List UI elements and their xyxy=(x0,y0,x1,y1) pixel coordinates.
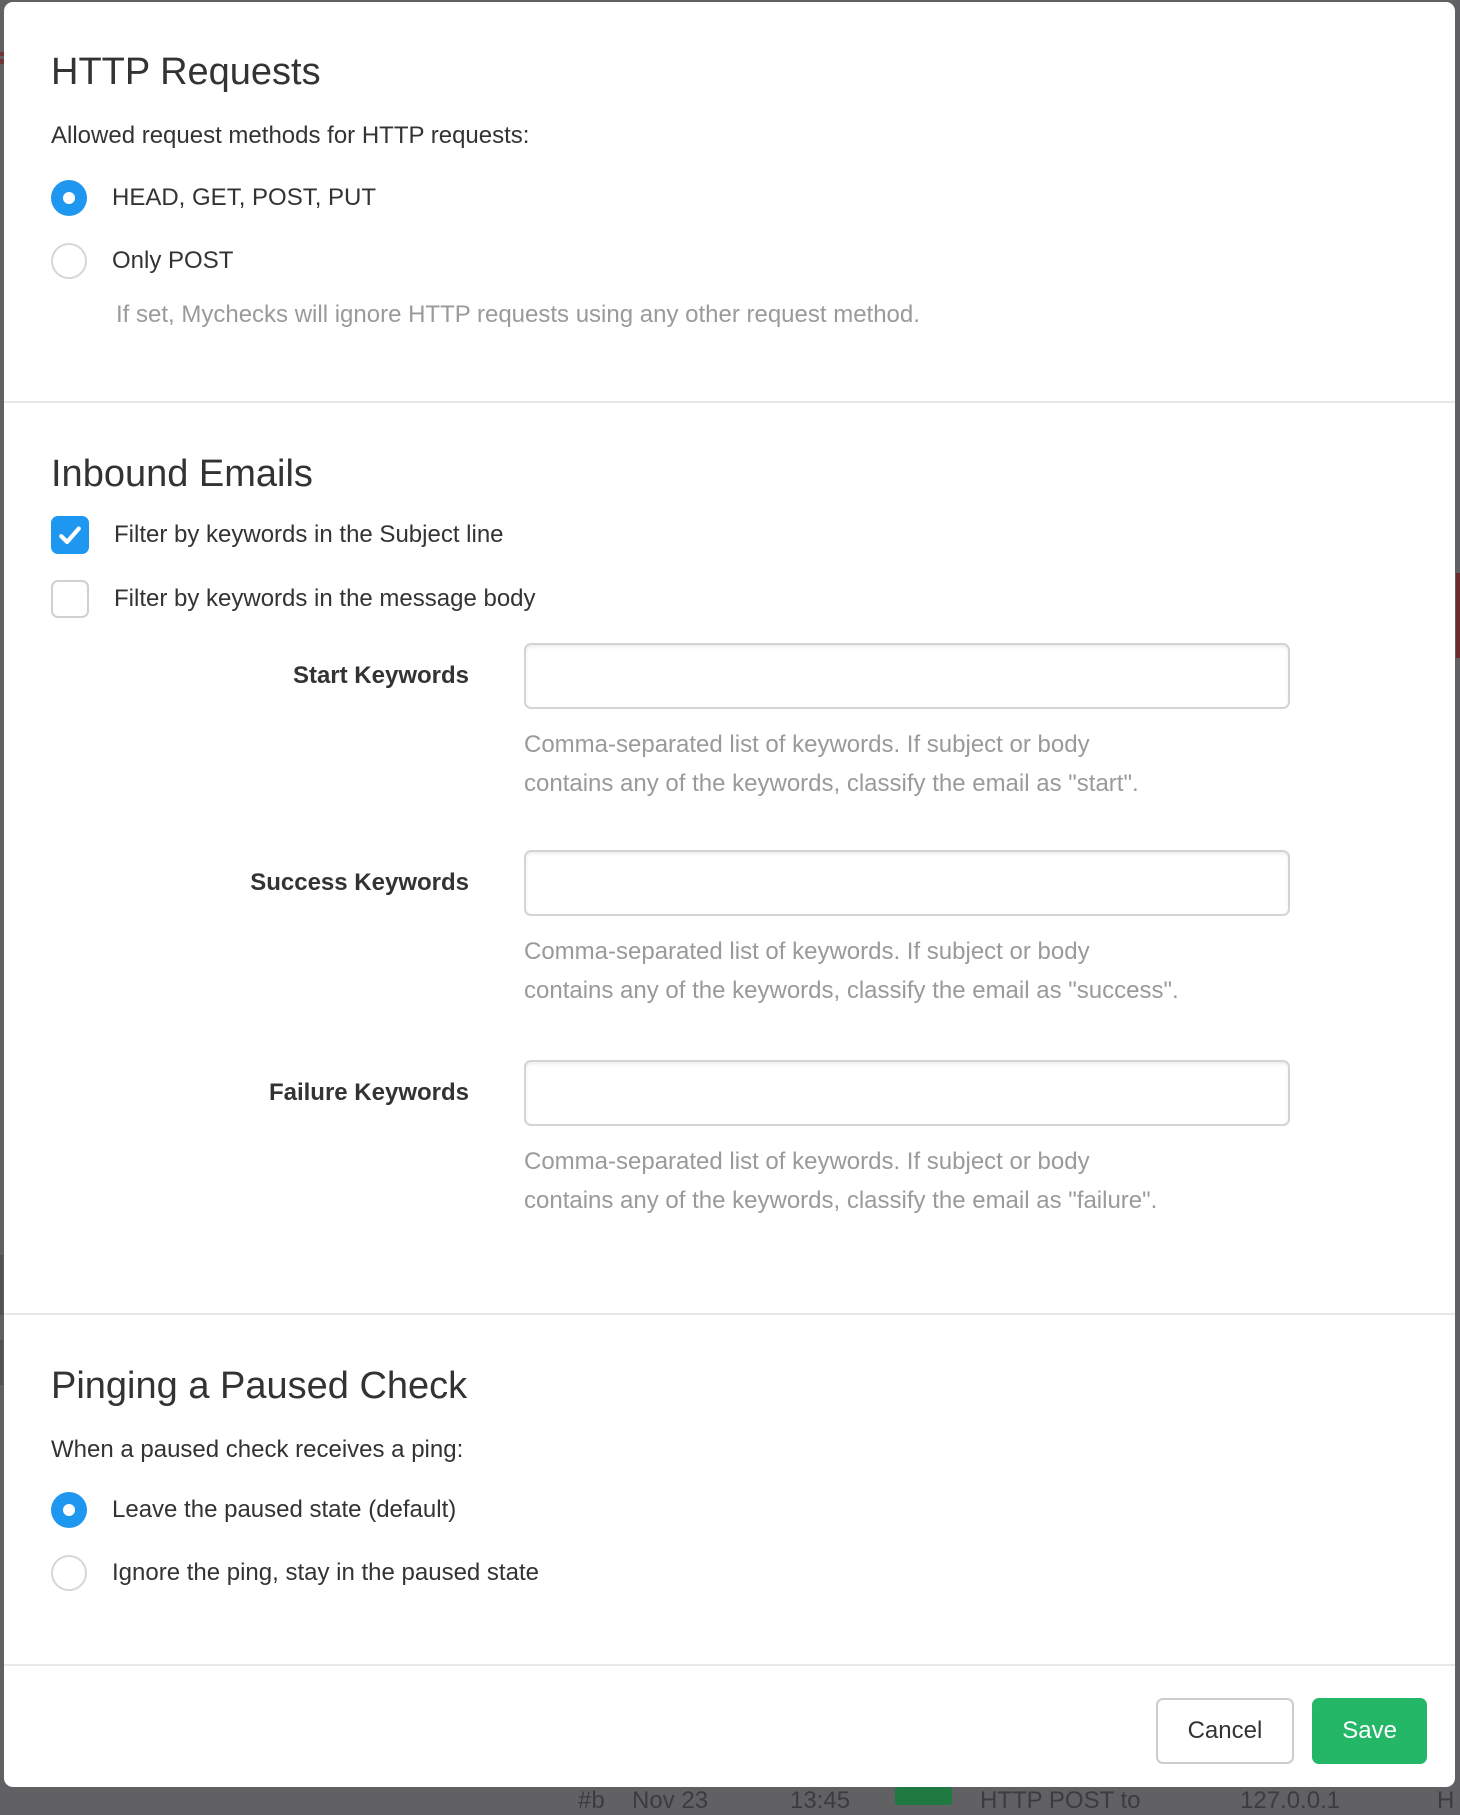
radio-leave-paused-label[interactable]: Leave the paused state (default) xyxy=(112,1496,457,1523)
checkbox-filter-subject[interactable] xyxy=(51,516,89,554)
row-time: 13:45 xyxy=(790,1787,851,1814)
save-button[interactable]: Save xyxy=(1312,1698,1427,1764)
radio-row-leave-paused xyxy=(51,1492,1408,1528)
field-row-success-keywords xyxy=(51,850,1408,916)
success-keywords-help: Comma-separated list of keywords. If subject or body contains any of the keywords, classify the email as "success". xyxy=(524,938,1179,1004)
cancel-button[interactable]: Cancel xyxy=(1156,1698,1295,1764)
radio-ignore-ping[interactable] xyxy=(51,1555,87,1591)
radio-ignore-ping-label[interactable]: Ignore the ping, stay in the paused state xyxy=(112,1559,539,1586)
checkbox-filter-body[interactable] xyxy=(51,580,89,618)
row-ip: 127.0.0.1 xyxy=(1240,1787,1341,1814)
start-keywords-input[interactable] xyxy=(524,643,1290,709)
radio-all-methods-label[interactable]: HEAD, GET, POST, PUT xyxy=(112,184,377,211)
only-post-note: If set, Mychecks will ignore HTTP requests using any other request method. xyxy=(116,301,920,328)
checkbox-filter-body-label[interactable]: Filter by keywords in the message body xyxy=(114,585,536,612)
background-table-row xyxy=(0,1787,1460,1814)
radio-only-post-label[interactable]: Only POST xyxy=(112,247,234,274)
field-row-failure-keywords xyxy=(51,1060,1408,1126)
radio-leave-paused[interactable] xyxy=(51,1492,87,1528)
http-methods-intro: Allowed request methods for HTTP requests: xyxy=(51,122,530,149)
section-title: HTTP Requests xyxy=(51,51,321,93)
field-row-start-keywords xyxy=(51,643,1408,709)
settings-dialog xyxy=(4,2,1455,1787)
dialog-footer xyxy=(4,1664,1455,1787)
radio-row-all-methods xyxy=(51,180,1408,216)
section-title: Inbound Emails xyxy=(51,453,313,495)
background-red-block xyxy=(1456,573,1460,658)
start-keywords-help: Comma-separated list of keywords. If subject or body contains any of the keywords, classify the email as "start". xyxy=(524,731,1139,797)
section-inbound-emails xyxy=(4,403,1455,1220)
checkbox-row-subject xyxy=(51,516,1408,554)
checkbox-row-body xyxy=(51,580,1408,618)
success-keywords-input[interactable] xyxy=(524,850,1290,916)
failure-keywords-input[interactable] xyxy=(524,1060,1290,1126)
status-badge xyxy=(895,1787,952,1805)
row-method: HTTP POST to xyxy=(980,1787,1141,1814)
success-keywords-label: Success Keywords xyxy=(250,869,469,896)
failure-keywords-label: Failure Keywords xyxy=(268,1079,469,1106)
background-text-fragment xyxy=(0,1340,3,1385)
radio-row-ignore-ping xyxy=(51,1555,1408,1591)
checkmark-icon xyxy=(56,521,84,549)
failure-keywords-help: Comma-separated list of keywords. If subject or body contains any of the keywords, classify the email as "failure". xyxy=(524,1148,1158,1214)
radio-only-post[interactable] xyxy=(51,243,87,279)
background-text-fragment xyxy=(0,1255,3,1315)
start-keywords-label: Start Keywords xyxy=(292,662,469,689)
section-http-requests xyxy=(4,2,1455,329)
radio-all-methods[interactable] xyxy=(51,180,87,216)
row-right-fragment: H xyxy=(1437,1787,1455,1814)
section-title: Pinging a Paused Check xyxy=(51,1365,468,1407)
row-date: Nov 23 xyxy=(632,1787,709,1814)
section-paused-check xyxy=(4,1315,1455,1591)
radio-row-only-post xyxy=(51,243,1408,279)
paused-intro: When a paused check receives a ping: xyxy=(51,1436,464,1463)
row-id-fragment: #b xyxy=(578,1787,605,1814)
checkbox-filter-subject-label[interactable]: Filter by keywords in the Subject line xyxy=(114,521,504,548)
